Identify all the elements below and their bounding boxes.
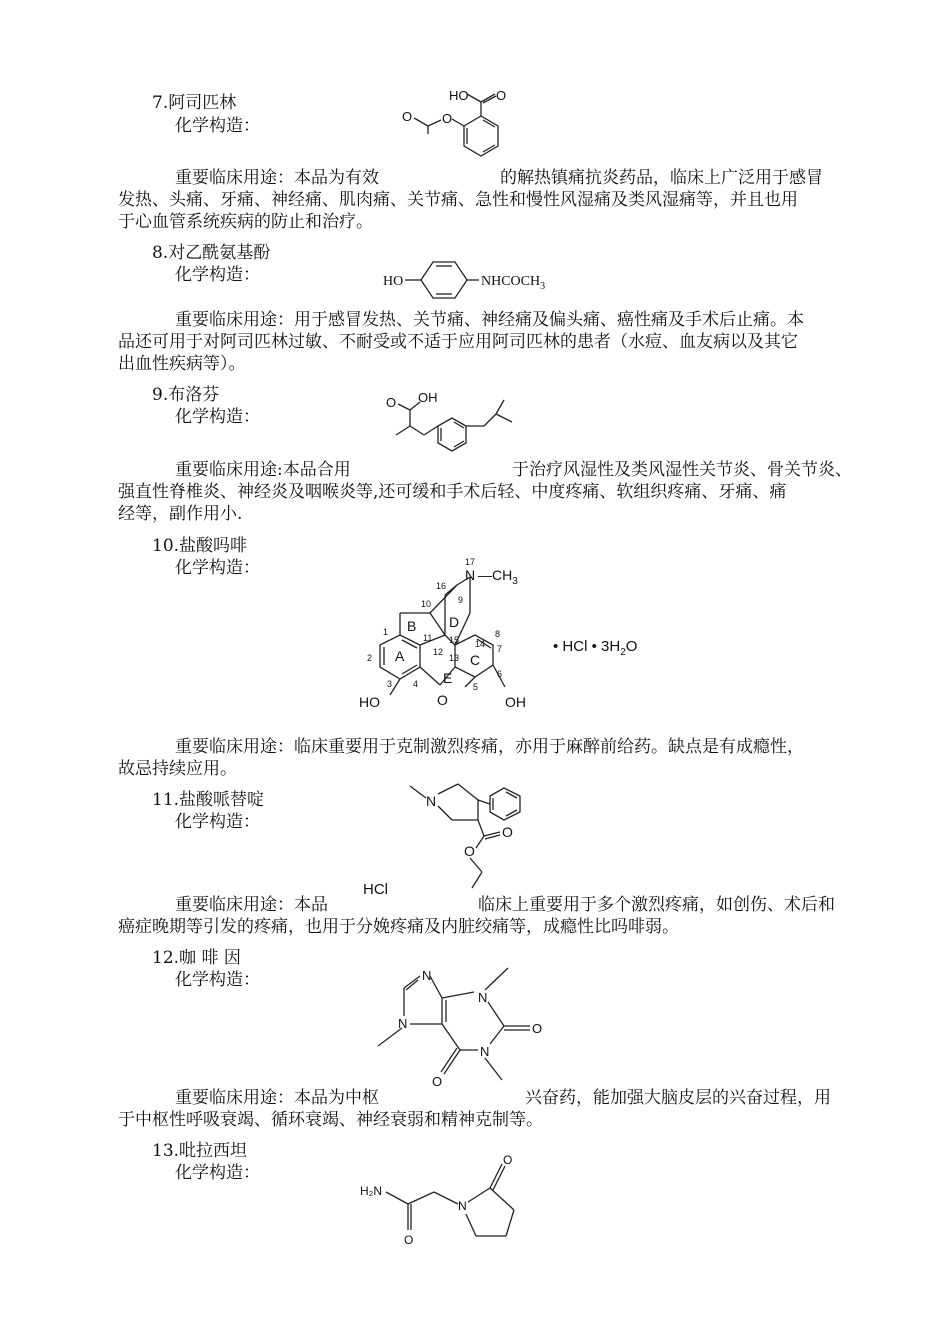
structure-label: 化学构造： xyxy=(175,116,260,136)
ring-a-label: A xyxy=(395,648,405,664)
caffeine-n-top-label: N xyxy=(422,968,432,983)
aspirin-ester-o-label: O xyxy=(442,111,453,126)
ibuprofen-oh-label: OH xyxy=(418,390,438,405)
aspirin-o-label: O xyxy=(496,88,507,103)
atom-number: 12 xyxy=(433,647,444,657)
caffeine-o-right-label: O xyxy=(532,1021,543,1036)
atom-number: 4 xyxy=(413,679,419,689)
atom-number: 11 xyxy=(423,633,433,643)
drug-heading-morphine: 10.盐酸吗啡 xyxy=(152,536,248,556)
drug-heading-pethidine: 11.盐酸哌替啶 xyxy=(152,790,265,810)
ibuprofen-structure xyxy=(380,388,570,463)
piracetam-n-label: N xyxy=(458,1199,467,1213)
atom-number: 10 xyxy=(421,599,432,609)
ring-c-label: C xyxy=(470,652,481,668)
atom-number: 17 xyxy=(465,557,476,567)
usage-line: 兴奋药，能加强大脑皮层的兴奋过程，用 xyxy=(525,1088,831,1108)
usage-line: 出血性疾病等）。 xyxy=(118,354,246,374)
morphine-o-label: O xyxy=(437,692,448,708)
aspirin-structure xyxy=(395,88,525,168)
pethidine-o2-label: O xyxy=(464,843,475,859)
pethidine-o1-label: O xyxy=(502,824,513,840)
piracetam-structure xyxy=(360,1152,560,1252)
caffeine-structure xyxy=(370,962,550,1092)
atom-number: 7 xyxy=(497,644,503,654)
atom-number: 9 xyxy=(458,595,464,605)
usage-line: 重要临床用途：临床重要用于克制激烈疼痛，亦用于麻醉前给药。缺点是有成瘾性， xyxy=(175,737,804,757)
usage-line: 强直性脊椎炎、神经炎及咽喉炎等,还可缓和手术后轻、中度疼痛、软组织疼痛、牙痛、痛 xyxy=(118,482,787,502)
structure-label: 化学构造： xyxy=(175,558,260,578)
structure-label: 化学构造： xyxy=(175,970,260,990)
atom-number: 6 xyxy=(497,669,503,679)
atom-number: 13 xyxy=(449,653,460,663)
morphine-oh-label: OH xyxy=(505,694,526,710)
pethidine-hcl-label: HCl xyxy=(363,881,388,898)
morphine-salt-label: • HCl • $3H_2O$ xyxy=(553,638,638,658)
structure-label: 化学构造： xyxy=(175,407,260,427)
usage-line: 于心血管系统疾病的防止和治疗。 xyxy=(118,212,373,232)
morphine-ho-label: HO xyxy=(359,694,380,710)
aspirin-ho-label: HO xyxy=(449,88,469,103)
piracetam-h2n-label: H₂N xyxy=(360,1184,382,1198)
structure-label: 化学构造： xyxy=(175,812,260,832)
ring-b-label: B xyxy=(407,618,417,634)
paracetamol-structure xyxy=(383,258,563,304)
usage-line: 癌症晚期等引发的疼痛，也用于分娩疼痛及内脏绞痛等，成瘾性比吗啡弱。 xyxy=(118,917,679,937)
usage-line: 重要临床用途:本品合用 xyxy=(175,460,351,480)
drug-heading-piracetam: 13.吡拉西坦 xyxy=(152,1141,248,1161)
atom-number: 16 xyxy=(436,581,447,591)
morphine-n-label: N xyxy=(465,567,476,583)
atom-number: 3 xyxy=(387,679,393,689)
usage-line: 发热、头痛、牙痛、神经痛、肌肉痛、关节痛、急性和慢性风湿痛及类风湿痛等，并且也用 xyxy=(118,190,798,210)
ibuprofen-o-label: O xyxy=(386,395,397,410)
usage-line: 于中枢性呼吸衰竭、循环衰竭、神经衰弱和精神克制等。 xyxy=(118,1110,543,1130)
caffeine-n3-label: N xyxy=(480,1044,490,1059)
usage-line: 品还可用于对阿司匹林过敏、不耐受或不适于应用阿司匹林的患者（水痘、血友病以及其它 xyxy=(118,332,798,352)
pethidine-hcl xyxy=(363,879,403,899)
aspirin-acetyl-o-label: O xyxy=(402,109,413,124)
usage-line: 重要临床用途：本品为中枢 xyxy=(175,1088,379,1108)
usage-line: 重要临床用途：本品 xyxy=(175,895,328,915)
usage-line: 于治疗风湿性及类风湿性关节炎、骨关节炎、 xyxy=(512,460,852,480)
pethidine-n-label: N xyxy=(426,793,437,809)
usage-line: 重要临床用途：用于感冒发热、关节痛、神经痛及偏头痛、癌性痛及手术后止痛。本 xyxy=(175,310,804,330)
atom-number: 8 xyxy=(495,629,501,639)
drug-heading-ibuprofen: 9.布洛芬 xyxy=(152,385,220,405)
ring-e-label: E xyxy=(443,670,453,686)
drug-heading-caffeine: 12.咖 啡 因 xyxy=(152,948,241,968)
usage-line: 经等，副作用小. xyxy=(118,504,243,524)
atom-number: 1 xyxy=(383,627,389,637)
ring-d-label: D xyxy=(449,614,460,630)
drug-heading-aspirin: 7.阿司匹林 xyxy=(152,93,237,113)
morphine-methyl-label: $—CH_3$ xyxy=(478,567,518,587)
atom-number: 5 xyxy=(473,682,479,692)
paracetamol-amide-label: $NHCOCH_3$ xyxy=(481,274,546,292)
atom-number: 15 xyxy=(449,635,460,645)
usage-line: 临床上重要用于多个激烈疼痛，如创伤、术后和 xyxy=(478,895,835,915)
drug-heading-paracetamol: 8.对乙酰氨基酚 xyxy=(152,243,271,263)
morphine-structure xyxy=(345,555,665,715)
structure-label: 化学构造： xyxy=(175,1163,260,1183)
pethidine-structure xyxy=(400,776,570,891)
usage-line: 的解热镇痛抗炎药品，临床上广泛用于感冒 xyxy=(500,168,823,188)
atom-number: 2 xyxy=(367,653,373,663)
structure-label: 化学构造： xyxy=(175,265,260,285)
usage-line: 重要临床用途：本品为有效 xyxy=(175,168,379,188)
caffeine-n7-label: N xyxy=(398,1016,408,1031)
piracetam-o-top-label: O xyxy=(503,1153,513,1167)
caffeine-o-bottom-label: O xyxy=(432,1074,443,1089)
usage-line: 故忌持续应用。 xyxy=(118,759,237,779)
atom-number: 14 xyxy=(475,639,486,649)
piracetam-o-bottom-label: O xyxy=(404,1233,414,1247)
caffeine-n1-label: N xyxy=(478,990,488,1005)
paracetamol-ho-label: HO xyxy=(383,274,404,289)
